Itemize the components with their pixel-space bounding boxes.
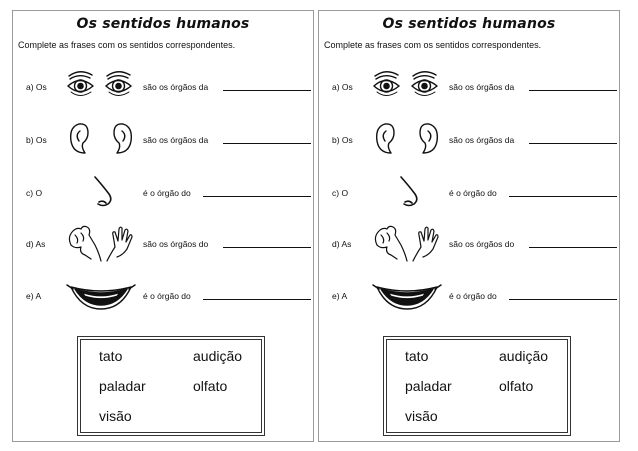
nose-icon — [367, 172, 447, 212]
question-row-d — [13, 223, 313, 263]
word-bank-item: paladar — [99, 378, 146, 394]
answer-blank[interactable] — [223, 247, 311, 248]
word-bank-item: audição — [193, 348, 243, 364]
hands-icon — [61, 223, 141, 263]
question-text: são os órgãos da — [143, 82, 209, 92]
question-text: é o órgão do — [143, 188, 191, 198]
question-label: d) As — [332, 239, 352, 249]
question-row-a — [13, 66, 313, 106]
word-bank-item: visão — [405, 408, 438, 424]
worksheet-title: Os sentidos humanos — [76, 16, 250, 32]
ears-icon — [61, 119, 141, 159]
question-row-c — [13, 172, 313, 212]
question-row-b — [319, 119, 619, 159]
question-row-c — [319, 172, 619, 212]
word-bank-item: tato — [99, 348, 123, 364]
answer-blank[interactable] — [203, 299, 311, 300]
word-bank-item: olfato — [193, 378, 228, 394]
word-bank-item: tato — [405, 348, 429, 364]
question-row-a — [319, 66, 619, 106]
instruction-text: Complete as frases com os sentidos correspondentes. — [18, 40, 236, 50]
worksheet-right — [318, 10, 620, 442]
word-bank — [383, 336, 571, 436]
question-text: são os órgãos da — [449, 82, 515, 92]
question-label: d) As — [26, 239, 46, 249]
answer-blank[interactable] — [529, 143, 617, 144]
word-bank-item: olfato — [499, 378, 534, 394]
question-text: são os órgãos do — [449, 239, 515, 249]
answer-blank[interactable] — [509, 196, 617, 197]
question-label: c) O — [26, 188, 43, 198]
answer-blank[interactable] — [203, 196, 311, 197]
question-label: e) A — [26, 291, 42, 301]
instruction-text: Complete as frases com os sentidos correspondentes. — [324, 40, 542, 50]
word-bank — [77, 336, 265, 436]
worksheet-left — [12, 10, 314, 442]
question-row-e — [319, 275, 619, 315]
question-row-e — [13, 275, 313, 315]
word-bank-item: audição — [499, 348, 549, 364]
question-text: é o órgão do — [449, 188, 497, 198]
question-label: b) Os — [332, 135, 353, 145]
eyes-icon — [61, 66, 141, 106]
answer-blank[interactable] — [223, 90, 311, 91]
question-text: são os órgãos da — [143, 135, 209, 145]
question-label: e) A — [332, 291, 348, 301]
answer-blank[interactable] — [223, 143, 311, 144]
mouth-icon — [367, 275, 447, 315]
question-text: é o órgão do — [143, 291, 191, 301]
word-bank-item: visão — [99, 408, 132, 424]
question-text: são os órgãos do — [143, 239, 209, 249]
question-text: são os órgãos da — [449, 135, 515, 145]
answer-blank[interactable] — [509, 299, 617, 300]
question-label: a) Os — [332, 82, 353, 92]
question-row-b — [13, 119, 313, 159]
worksheet-title: Os sentidos humanos — [382, 16, 556, 32]
hands-icon — [367, 223, 447, 263]
nose-icon — [61, 172, 141, 212]
question-label: c) O — [332, 188, 349, 198]
question-label: a) Os — [26, 82, 47, 92]
answer-blank[interactable] — [529, 247, 617, 248]
question-label: b) Os — [26, 135, 47, 145]
mouth-icon — [61, 275, 141, 315]
eyes-icon — [367, 66, 447, 106]
word-bank-item: paladar — [405, 378, 452, 394]
answer-blank[interactable] — [529, 90, 617, 91]
question-row-d — [319, 223, 619, 263]
ears-icon — [367, 119, 447, 159]
question-text: é o órgão do — [449, 291, 497, 301]
